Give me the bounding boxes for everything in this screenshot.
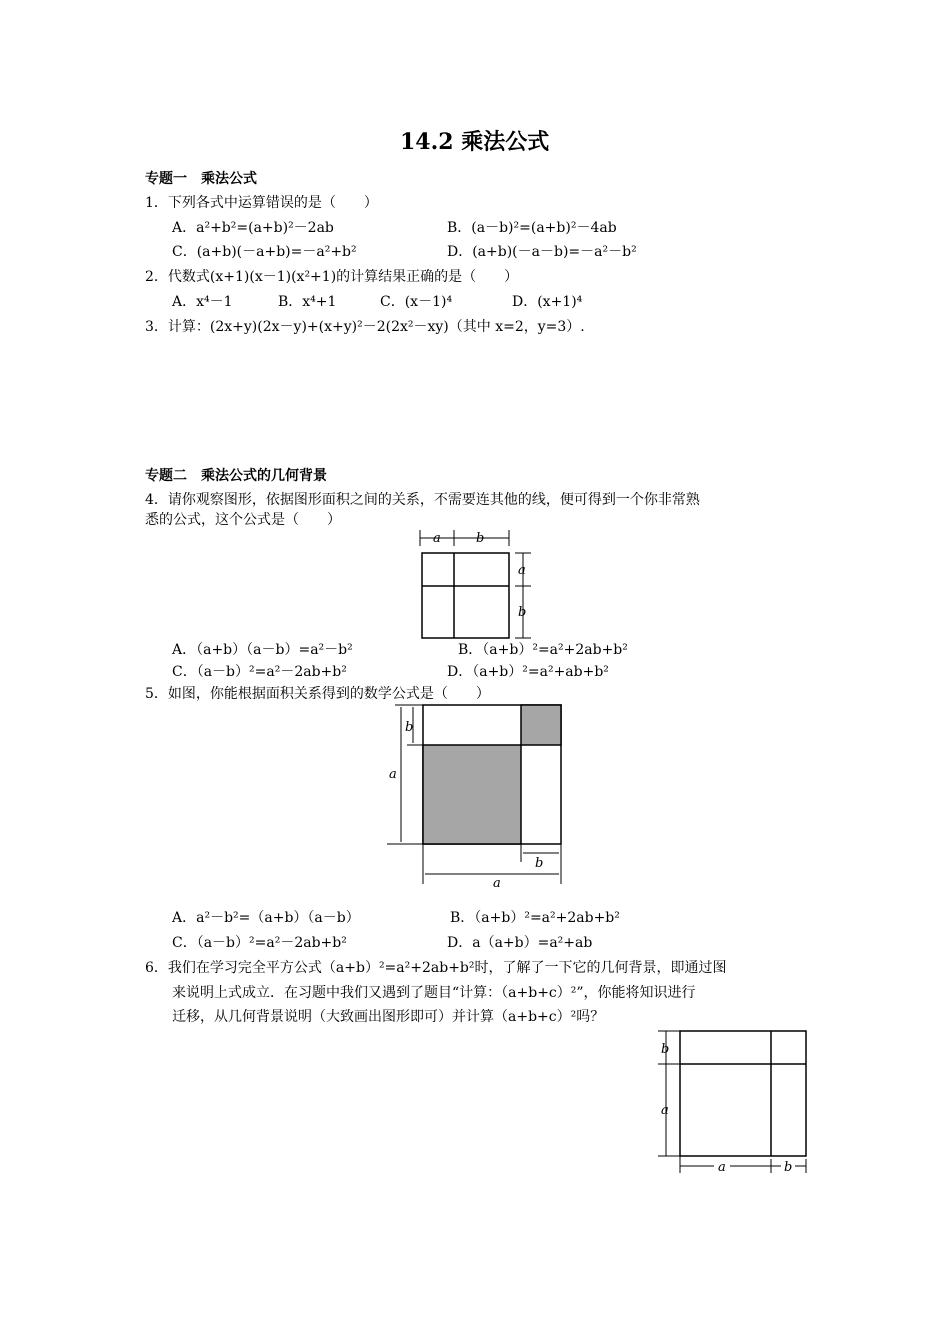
q6-line1: 6．我们在学习完全平方公式（a+b）²=a²+2ab+b²时，了解了一下它的几何背景，即通过图 (145, 960, 727, 976)
q6-label-b-left: b (661, 1042, 670, 1057)
q1-option-b: B．(a－b)²=(a+b)²－4ab (447, 220, 617, 236)
q1-option-c: C．(a+b)(－a+b)=－a²+b² (172, 244, 357, 260)
q4-option-d: D．（a+b）²=a²+ab+b² (447, 664, 609, 680)
q2-option-c: C．(x－1)⁴ (380, 294, 453, 310)
q6-line3: 迁移，从几何背景说明（大致画出图形即可）并计算（a+b+c）²吗？ (172, 1009, 605, 1025)
q6-figure (650, 1026, 812, 1176)
q5-shaded-small-square (521, 705, 561, 745)
q2-option-b: B．x⁴+1 (278, 294, 337, 310)
q4-figure (415, 528, 545, 642)
q5-label-b-left: b (405, 720, 414, 735)
q5-label-a-bottom: a (493, 876, 501, 891)
q4-label-a-right: a (518, 563, 526, 578)
q4-option-b: B．（a+b）²=a²+2ab+b² (458, 642, 628, 658)
q6-line2: 来说明上式成立．在习题中我们又遇到了题目“计算：（a+b+c）²”，你能将知识进行 (172, 985, 696, 1001)
section2-heading: 专题二 乘法公式的几何背景 (145, 468, 327, 484)
q4-outer-square (422, 553, 509, 638)
q6-outer-square (680, 1031, 806, 1156)
q5-figure (385, 700, 565, 891)
q5-option-a: A．a²－b²=（a+b）（a－b） (172, 910, 360, 926)
q5-label-b-bottom: b (535, 856, 544, 871)
q2-stem: 2．代数式(x+1)(x－1)(x²+1)的计算结果正确的是（ ） (145, 269, 519, 285)
section1-heading: 专题一 乘法公式 (145, 171, 257, 187)
q1-stem: 1．下列各式中运算错误的是（ ） (145, 195, 378, 211)
q3-stem: 3．计算：(2x+y)(2x－y)+(x+y)²－2(2x²－xy)（其中 x=2，y=3）. (145, 319, 585, 335)
q4-label-b-top: b (476, 531, 485, 546)
q6-label-a-left: a (661, 1103, 669, 1118)
q1-option-a: A．a²+b²=(a+b)²－2ab (172, 220, 334, 236)
q5-shaded-large-square (423, 745, 521, 844)
q4-stem-line1: 4．请你观察图形，依据图形面积之间的关系，不需要连其他的线，便可得到一个你非常熟 (145, 492, 700, 508)
q5-label-a-left: a (389, 767, 397, 782)
q1-option-d: D．(a+b)(－a－b)=－a²－b² (447, 244, 637, 260)
q6-label-a-bottom: a (718, 1160, 726, 1175)
q4-stem-line2: 悉的公式，这个公式是（ ） (145, 512, 341, 528)
q6-label-b-bottom: b (784, 1160, 793, 1175)
q4-option-a: A．（a+b）（a－b）=a²－b² (172, 642, 353, 658)
q5-option-d: D．a（a+b）=a²+ab (447, 935, 593, 951)
q2-option-d: D．(x+1)⁴ (512, 294, 583, 310)
q2-option-a: A．x⁴－1 (172, 294, 233, 310)
page-title: 14.2 乘法公式 (400, 129, 550, 155)
q4-option-c: C．（a－b）²=a²－2ab+b² (172, 664, 347, 680)
q5-option-b: B．（a+b）²=a²+2ab+b² (450, 910, 620, 926)
q5-stem: 5．如图，你能根据面积关系得到的数学公式是（ ） (145, 686, 490, 702)
q4-label-a-top: a (433, 531, 441, 546)
q4-label-b-right: b (518, 605, 527, 620)
q5-option-c: C．（a－b）²=a²－2ab+b² (172, 935, 347, 951)
